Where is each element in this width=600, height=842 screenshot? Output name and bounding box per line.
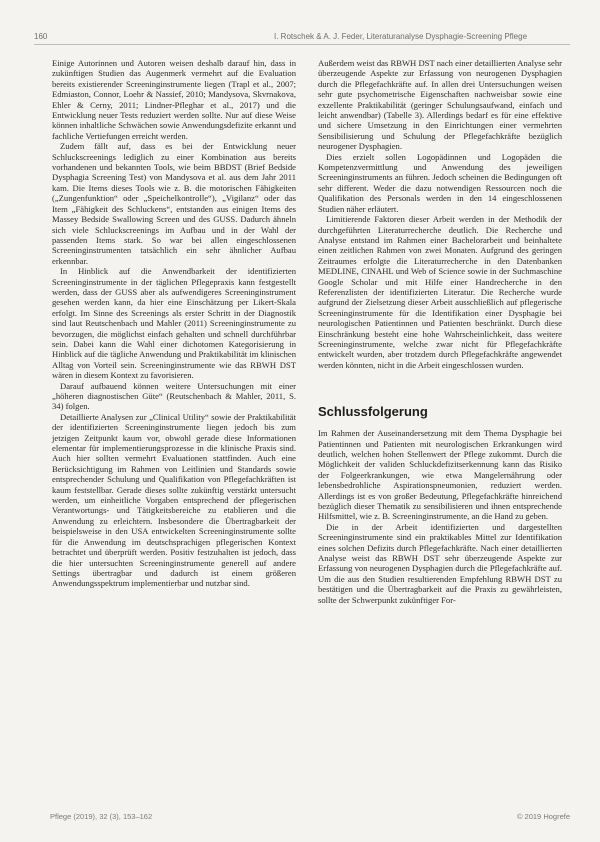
left-column: [52, 58, 296, 589]
page-number: 160: [34, 32, 48, 41]
running-title: I. Rotschek & A. J. Feder, Literaturanalyse Dysphagie-Screening Pflege: [274, 32, 528, 41]
paragraph: Darauf aufbauend können weitere Untersuchungen mit einer „höheren diagnostischen Güte“ (Reutschenbach & Mahler, 2011, S. 34) folgen.: [52, 380, 296, 412]
section-heading: Schlussfolgerung: [318, 404, 428, 420]
paragraph: Außerdem weist das RBWH DST nach einer detaillierten Analyse sehr überzeugende Aspekte zur Erfassung von neurogenen Dysphagien durch die Pflegefachkräfte auf. In allen drei Untersuchungen weisen sehr gute psychometrische Eigenschaften nachweisbar sowie eine exzellente Praktikabilität (geringer Schulungsaufwand, einfach und leicht anwendbar) (Tabelle 3). Allerdings bedarf es für eine effektive und sichere Umsetzung in den Einrichtungen einer vermehrten Sensibilisierung und Schulung der Pflegefachkräfte bezüglich neurogener Dysphagien.: [318, 58, 562, 152]
page-header: [34, 30, 570, 45]
paragraph: Einige Autorinnen und Autoren weisen deshalb darauf hin, dass in zukünftigen Studien das Augenmerk vermehrt auf die Evaluation bereits existierender Screeninginstrumente liegen (Trapl et al., 2007; Edmiaston, Connor, Loehr & Nassief, 2010; Mandysova, Skvrnakova, Ehler & Cerny, 2011; Lindner-Pfleghar et al., 2017) und die Entwicklung neuer Tests reduziert werden sollte. Nur auf diese Weise können inhaltliche Schwächen sowie Anwendungsdefizite erkannt und fachliche Vertiefungen erreicht werden.: [52, 58, 296, 141]
journal-citation: Pflege (2019), 32 (3), 153–162: [50, 812, 153, 821]
paragraph: Detaillierte Analysen zur „Clinical Utility“ sowie der Praktikabilität der identifizierten Screeninginstrumente liegen jedoch bis zum jetzigen Zeitpunkt kaum vor, obwohl gerade diese Informationen elementar für implementierungsprozesse in die klinische Praxis sind. Auch hier sollten vermehrt Evaluationen stattfinden. Auch eine Berücksichtigung im Rahmen von Leitlinien und Standards sowie entsprechender Schulung und Qualifikation von Pflegefachkräften ist kaum feststellbar. Gerade dieses sollte zukünftig verstärkt untersucht werden, um einheitliche Vorgaben entsprechend der pflegerischen Verantwortungs- und Tätigkeitsbereiche zu etablieren und die Anwendung zu erleichtern. Insbesondere die Übertragbarkeit der beispielsweise in den USA entwickelten Screeninginstrumente sollte für die Anwendung im deutschsprachigen pflegerischen Kontext betrachtet und überprüft werden. Positiv festzuhalten ist jedoch, dass die hier untersuchten Screeninginstrumente generell auf andere Settings übertragbar und dadurch ist einem größeren Anwendungsspektrum implementierbar und nutzbar sind.: [52, 411, 296, 589]
paragraph: Im Rahmen der Auseinandersetzung mit dem Thema Dysphagie bei Patientinnen und Patienten mit neurologischen Erkrankungen wird deutlich, welchen hohen Stellenwert der Pflege zukommt. Durch die Möglichkeit der validen Schluckdefizitserkennung kann das Risiko der Folgeerkrankungen, wie etwa Mangelernährung oder lebensbedrohliche Aspirationspneumonien, reduziert werden. Allerdings ist es von großer Bedeutung, Pflegefachkräfte hinreichend bezüglich dieser Thematik zu sensibilisieren und ihnen entsprechende Hilfsmittel, wie z. B. Screeninginstrumente, an die Hand zu geben.: [318, 428, 562, 522]
section-spacer: [318, 370, 562, 404]
paragraph: Zudem fällt auf, dass es bei der Entwicklung neuer Schluckscreenings lediglich zu einer Kombination aus bereits vorhandenen und bekannten Tools, wie beim BBDST (Brief Bedside Dysphagia Screening Test) von Mandysova et al. aus dem Jahr 2011 kam. Die Items dieses Tools wie z. B. die motorischen Fähigkeiten („Zungenfunktion“ oder „Speichelkontrolle“), „Vigilanz“ oder das Item „Fähigkeit des Schluckens“, entstanden aus einigen Items des Massey Bedside Swallowing Screen und des GUSS. Dadurch ähneln sich viele Schluckscreenings im Aufbau und in der Wahl der passenden Items stark. So war bei allen eingeschlossenen Screeninginstrumenten tatsächlich ein sehr ähnlicher Aufbau erkennbar.: [52, 141, 296, 266]
right-column: [318, 58, 562, 605]
page-footer: [34, 812, 570, 824]
paragraph: Limitierende Faktoren dieser Arbeit werden in der Methodik der durchgeführten Literaturrecherche deutlich. Die Recherche und Analyse entstand im Rahmen einer Bachelorarbeit und beinhaltete einen zeitlichen Rahmen von zwei Monaten. Aufgrund des geringen Zeitraumes erfolgte die Literaturrecherche in den Datenbanken MEDLINE, CINAHL und Web of Science sowie in der Suchmaschine Google Scholar und mit Hilfe einer Handrecherche in den Referenzlisten der identifizierten Literatur. Die Recherche wurde aufgrund der Zielsetzung dieser Arbeit ausschließlich auf pflegerische Screeninginstrumente für die Identifikation einer Dysphagie bei neurologischen Patientinnen und Patienten beschränkt. Durch diese Einschränkung besteht eine hohe Wahrscheinlichkeit, dass weitere Screeninginstrumente, welche zwar nicht für Pflegefachkräfte entwickelt wurden, aber trotzdem durch Pflegefachkräfte angewendet werden könnten, nicht in die Arbeit eingeschlossen wurden.: [318, 214, 562, 370]
paragraph: In Hinblick auf die Anwendbarkeit der identifizierten Screeninginstrumente in der täglichen Pflegepraxis kann festgestellt werden, dass der GUSS aber als aufwendigeres Screeninginstrument gesehen werden kann, da hier eine Einschätzung per Likert-Skala erfolgt. Im Sinne des Screenings als erster Schritt in der Diagnostik sind laut Reutschenbach und Mahler (2011) Screeninginstrumente zu bevorzugen, die möglichst einfach gehalten und schnell durchführbar sein. Dabei kann die Wahl einer dichotomen Kategorisierung in Hinblick auf die tägliche Anwendung und Praktikabilität im klinischen Alltag von Vorteil sein. Screeninginstrumente wie das RBWH DST wären in diesem Kontext zu favorisieren.: [52, 266, 296, 381]
paragraph: Dies erzielt sollen Logopädinnen und Logopäden die Kompetenzvermittlung und Anwendung des jeweiligen Screeninginstruments an führen. Jedoch scheinen die Bedingungen oft sehr different. Weder die dazu notwendigen Ressourcen noch die Qualifikation des Personals werden in den 14 eingeschlossenen Studien näher erläutert.: [318, 151, 562, 214]
publisher-copyright: © 2019 Hogrefe: [516, 812, 570, 821]
paragraph: Die in der Arbeit identifizierten und dargestellten Screeninginstrumente sind ein praktikables Mittel zur Identifikation eines solchen Defizits durch Pflegefachkräfte. Nach einer detaillierten Analyse weist das RBWH DST sehr überzeugende Aspekte zur Erfassung von neurogenen Dysphagien durch die Pflegefachkräfte auf. Um die aus den Studien resultierenden Empfehlung RBWH DST zu bestätigen und die Übertragbarkeit auf die Praxis zu gewährleisten, sollte der Schwerpunkt zukünftiger For-: [318, 521, 562, 605]
